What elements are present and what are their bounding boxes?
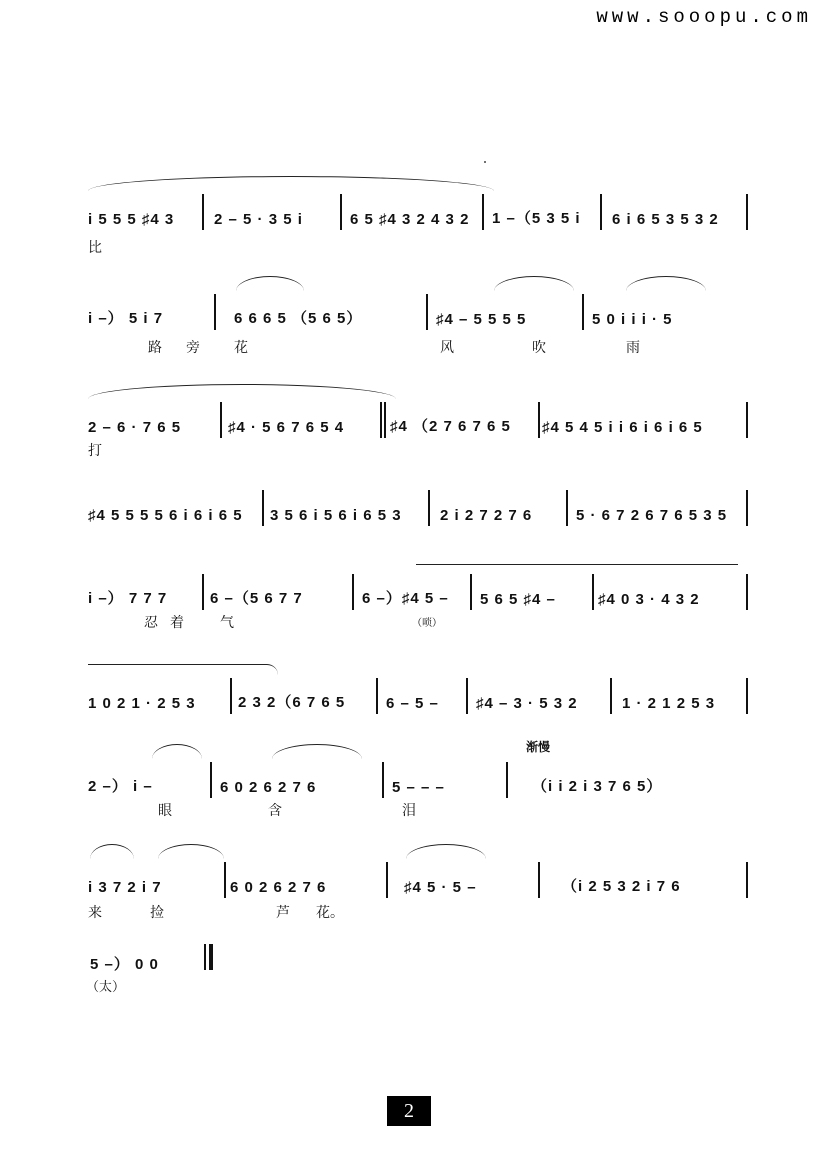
tempo-mark: 渐慢 xyxy=(526,740,551,754)
bar-line xyxy=(380,402,382,438)
measure: 2 –） i – xyxy=(88,778,153,795)
lyrics-line-8 xyxy=(86,902,751,922)
lyric: 路 xyxy=(148,340,162,356)
bar-line xyxy=(210,762,212,798)
lyric: 雨 xyxy=(626,340,640,356)
bar-line xyxy=(746,194,748,230)
bar-line xyxy=(202,194,204,230)
measure: 6 –（5 6 7 7 xyxy=(210,590,303,607)
bar-line xyxy=(352,574,354,610)
measure: ♯4 5 · 5 – xyxy=(404,879,477,896)
measure: 1 –（5 3 5 i xyxy=(492,210,581,227)
bar-line xyxy=(746,862,748,898)
measure: 3 5 6 i 5 6 i 6 5 3 xyxy=(270,507,402,524)
measure: 6 6 6 5 （5 6 5） xyxy=(234,310,363,327)
bar-line xyxy=(376,678,378,714)
score-line-2 xyxy=(86,290,751,334)
measure: 2 – 5 · 3 5 i xyxy=(214,211,303,228)
slur xyxy=(90,844,134,859)
lyrics-line-3 xyxy=(86,440,751,460)
slur xyxy=(494,276,574,291)
bar-line xyxy=(746,678,748,714)
measure: 6 – 5 – xyxy=(386,695,439,712)
bar-line xyxy=(592,574,594,610)
measure: 5 · 6 7 2 6 7 6 5 3 5 xyxy=(576,507,728,524)
score-line-3 xyxy=(86,398,751,442)
lyric: 风 xyxy=(440,340,454,356)
bar-line xyxy=(506,762,508,798)
lyric: 旁 xyxy=(186,340,200,356)
measure: 2 i 2 7 2 7 6 xyxy=(440,507,533,524)
measure: 2 3 2（6 7 6 5 xyxy=(238,694,346,711)
score-line-7 xyxy=(86,758,751,802)
bar-line xyxy=(220,402,222,438)
tie-line xyxy=(416,564,738,571)
bar-line xyxy=(386,862,388,898)
lyric: 打 xyxy=(88,443,102,459)
score-line-4 xyxy=(86,486,751,530)
slur xyxy=(88,176,494,191)
lyric: 吹 xyxy=(532,340,546,356)
measure: ♯4 – 5 5 5 5 xyxy=(436,311,527,328)
measure: ♯4 5 4 5 i i 6 i 6 i 6 5 xyxy=(542,419,703,436)
measure: 1 · 2 1 2 5 3 xyxy=(622,695,716,712)
lyrics-line-7 xyxy=(86,800,751,820)
page-number: 2 xyxy=(387,1096,431,1126)
measure: ♯4 0 3 · 4 3 2 xyxy=(598,591,700,608)
score-line-5 xyxy=(86,570,751,614)
measure: 1 0 2 1 · 2 5 3 xyxy=(88,695,196,712)
measure: i –） 7 7 7 xyxy=(88,590,168,607)
bar-line xyxy=(582,294,584,330)
slur xyxy=(272,744,362,759)
lyric: 来 xyxy=(88,905,102,921)
lyric: 气 xyxy=(220,615,234,631)
measure: 6 0 2 6 2 7 6 xyxy=(230,879,327,896)
slur xyxy=(88,384,396,399)
score-line-9 xyxy=(86,936,751,980)
measure: ♯4 （2 7 6 7 6 5 xyxy=(390,418,511,435)
bar-line xyxy=(202,574,204,610)
lyric: 芦 xyxy=(276,905,290,921)
measure: 6 i 6 5 3 5 3 2 xyxy=(612,211,719,228)
instrument-note: （太） xyxy=(86,980,126,995)
measure: 5 0 i i i · 5 xyxy=(592,311,673,328)
slur xyxy=(88,664,278,675)
bar-line xyxy=(600,194,602,230)
measure: 6 0 2 6 2 7 6 xyxy=(220,779,317,796)
bar-line xyxy=(262,490,264,526)
bar-line xyxy=(466,678,468,714)
bar-line xyxy=(538,862,540,898)
measure: ♯4 – 3 · 5 3 2 xyxy=(476,695,578,712)
lyric: 比 xyxy=(88,240,102,256)
measure: 2 – 6 · 7 6 5 xyxy=(88,419,182,436)
bar-line xyxy=(428,490,430,526)
bar-line xyxy=(382,762,384,798)
slur xyxy=(626,276,706,291)
bar-line xyxy=(224,862,226,898)
measure: （i i 2 i 3 7 6 5） xyxy=(532,778,663,795)
measure: ♯4 5 5 5 5 6 i 6 i 6 5 xyxy=(88,507,243,524)
final-bar-thick xyxy=(209,944,213,970)
bar-line xyxy=(610,678,612,714)
lyrics-line-1 xyxy=(86,237,751,257)
lyric: 花。 xyxy=(316,905,344,921)
measure: 6 –）♯4 5 – xyxy=(362,590,449,607)
final-bar-thin xyxy=(204,944,206,970)
measure: 5 6 5 ♯4 – xyxy=(480,591,556,608)
bar-line xyxy=(214,294,216,330)
bar-line xyxy=(746,574,748,610)
lyrics-line-9 xyxy=(86,976,286,996)
lyric: 着 xyxy=(170,615,184,631)
measure: i –） 5 i 7 xyxy=(88,310,164,327)
score-line-1 xyxy=(86,190,751,234)
lyric: 花 xyxy=(234,340,248,356)
bar-line xyxy=(470,574,472,610)
bar-line xyxy=(340,194,342,230)
slur xyxy=(406,844,486,859)
bar-line xyxy=(746,402,748,438)
lyrics-line-2 xyxy=(86,337,751,357)
measure: 5 – – – xyxy=(392,779,445,796)
measure: ♯4 · 5 6 7 6 5 4 xyxy=(228,419,345,436)
bar-line xyxy=(538,402,540,438)
measure: i 3 7 2 i 7 xyxy=(88,879,162,896)
score-line-6 xyxy=(86,674,751,718)
measure: i 5 5 5 ♯4 3 xyxy=(88,211,175,228)
measure: 6 5 ♯4 3 2 4 3 2 xyxy=(350,211,470,228)
bar-line xyxy=(230,678,232,714)
slur xyxy=(236,276,304,291)
lyric: 含 xyxy=(268,803,282,819)
lyric: 泪 xyxy=(402,803,416,819)
lyric: 捡 xyxy=(150,905,164,921)
slur xyxy=(158,844,224,859)
bar-line xyxy=(746,490,748,526)
instrument-note: （唢） xyxy=(412,618,442,629)
score-line-8 xyxy=(86,858,751,902)
bar-line xyxy=(566,490,568,526)
website-url: www.sooopu.com xyxy=(596,6,812,28)
lyric: 眼 xyxy=(158,803,172,819)
measure: 5 –） 0 0 xyxy=(90,956,159,973)
bar-line xyxy=(384,402,386,438)
lyrics-line-5 xyxy=(86,612,751,632)
bar-line xyxy=(426,294,428,330)
measure: （i 2 5 3 2 i 7 6 xyxy=(562,878,681,895)
lyric: 忍 xyxy=(144,615,158,631)
stray-dot xyxy=(484,161,486,163)
bar-line xyxy=(482,194,484,230)
slur xyxy=(152,744,202,759)
